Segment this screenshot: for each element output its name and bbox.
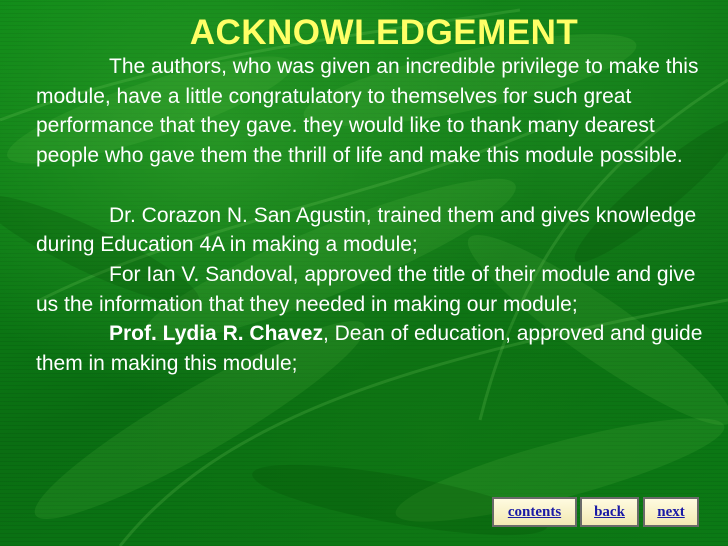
contents-button[interactable]: contents <box>492 497 577 527</box>
paragraph-san-agustin: Dr. Corazon N. San Agustin, trained them and gives knowledge during Education 4A in making a module; <box>36 203 697 257</box>
dean-name: Prof. Lydia R. Chavez <box>109 322 323 346</box>
page-title: ACKNOWLEDGEMENT <box>189 13 579 52</box>
paragraph-sandoval: For Ian V. Sandoval, approved the title of their module and give us the information that they needed in making our module; <box>36 262 696 316</box>
acknowledgement-body <box>36 52 711 379</box>
paragraph-chavez <box>36 319 711 378</box>
dean-description: , Dean of education, approved and guide them in making this module; <box>36 322 703 376</box>
paragraph-intro: The authors, who was given an incredible privilege to make this module, have a little congratulatory to themselves for such great performance that they gave. they would like to thank many dearest people who gave them the thrill of life and make this module possible. <box>36 55 699 168</box>
back-button[interactable]: back <box>580 497 639 527</box>
next-button[interactable]: next <box>643 497 699 527</box>
